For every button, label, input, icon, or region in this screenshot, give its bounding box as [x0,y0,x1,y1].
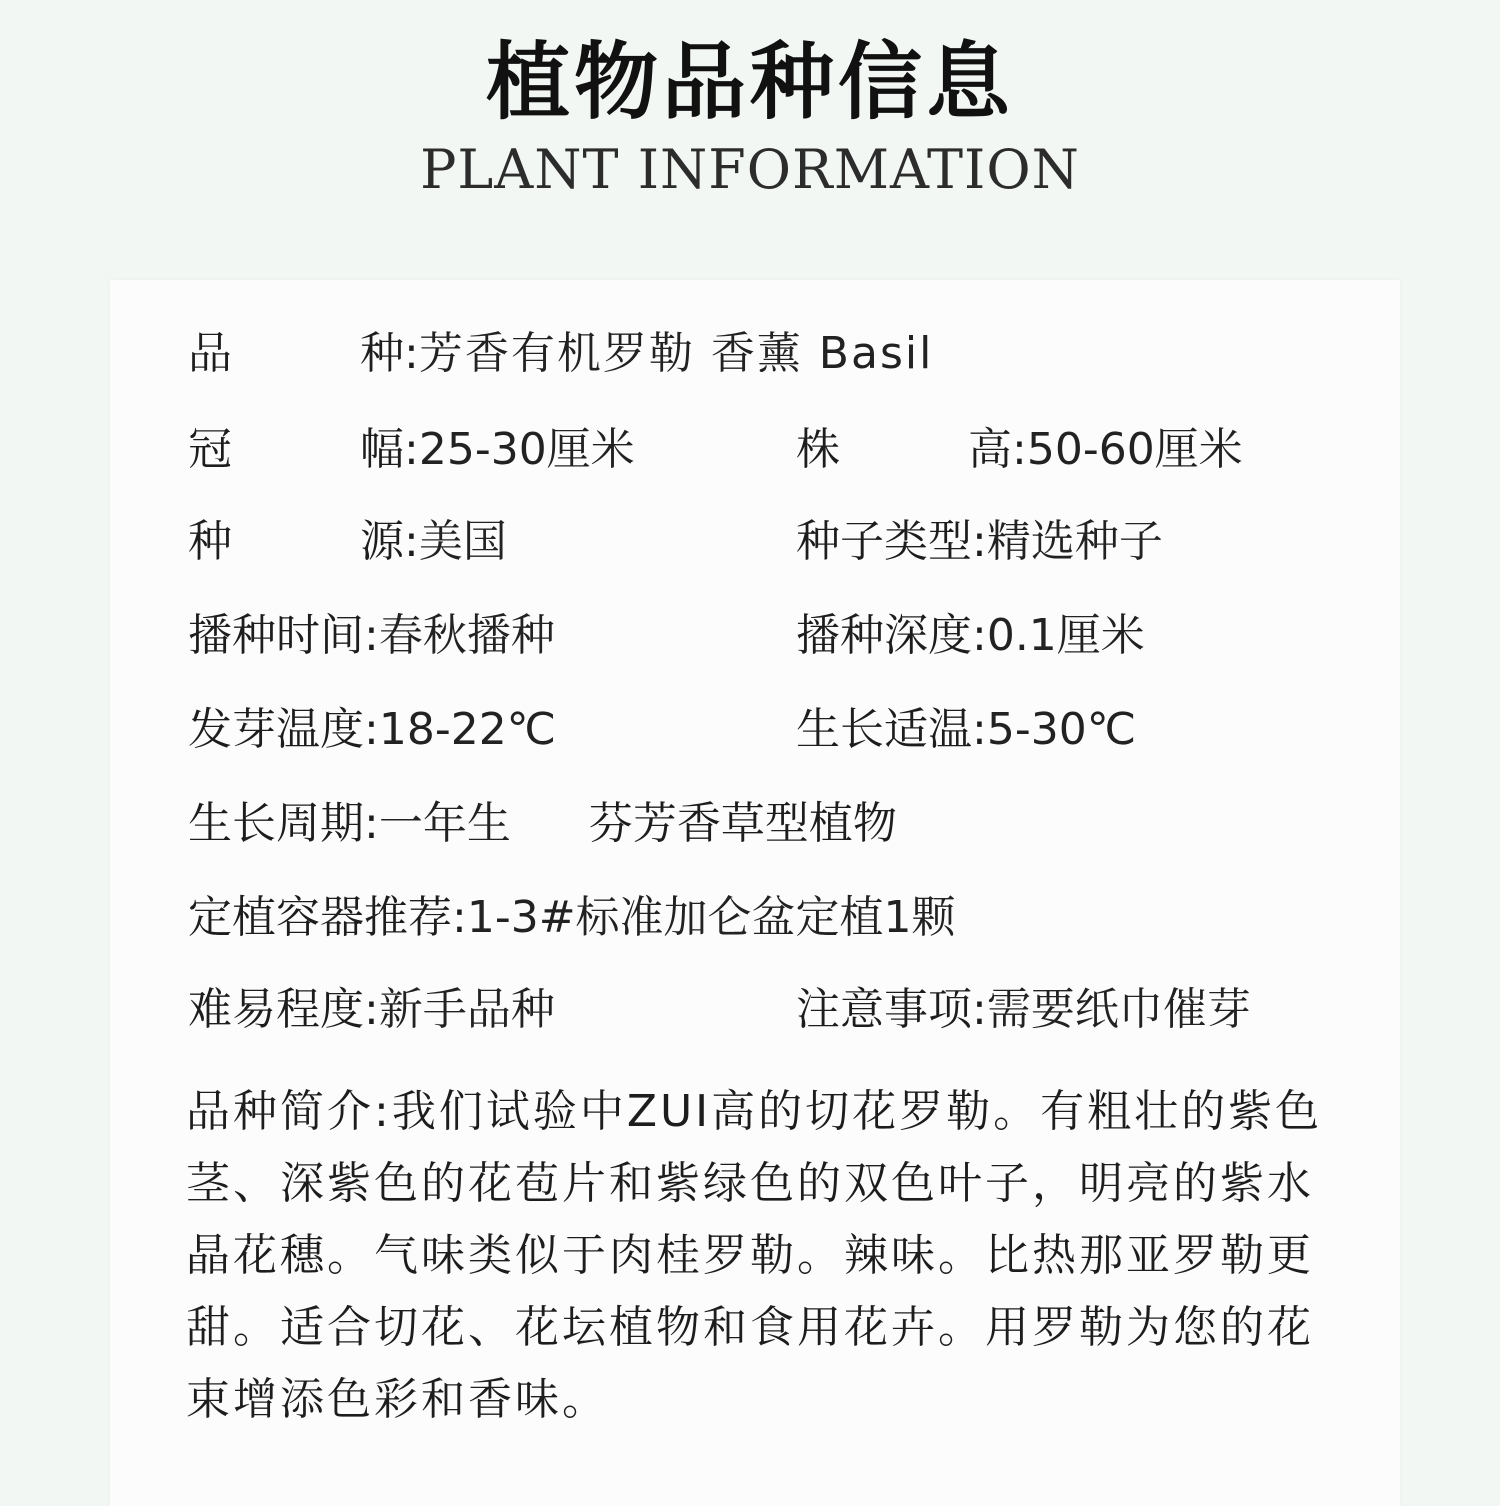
field-label: 种子类型 [796,516,972,567]
field-colon: : [364,984,379,1035]
page-title: 植物品种信息 [485,33,1014,131]
field-value: 1-3#标准加仑盆定植1颗 [466,892,956,943]
field-label: 生长周期 [188,798,364,849]
field-colon: : [972,516,987,567]
field-height [796,420,1243,480]
header [0,0,1500,270]
field-value: 0.1厘米 [986,610,1145,661]
field-label: 难易程度 [188,984,364,1035]
field-container [188,888,956,948]
label-char: 品 [188,328,232,379]
field-value: 芳香有机罗勒 香薰 Basil [418,328,934,379]
field-value: 50-60厘米 [1026,424,1243,475]
field-sowing-depth [796,606,1145,666]
field-value: 新手品种 [378,984,555,1035]
field-colon: : [404,328,419,379]
field-colon: : [404,516,419,567]
field-label: 播种深度 [796,610,972,661]
field-sowing-time [188,606,555,666]
field-label: 定植容器推荐 [188,892,452,943]
field-growth-cycle [188,794,897,854]
variety-intro [186,1076,1346,1436]
field-value: 25-30厘米 [418,424,635,475]
label-char: 幅 [360,424,404,475]
label-char: 冠 [188,424,232,475]
field-extra: 芬芳香草型植物 [588,798,897,849]
field-colon: : [972,610,987,661]
field-crown [188,420,635,480]
field-germination-temp [188,700,556,760]
field-variety [188,324,933,384]
field-value: 春秋播种 [378,610,555,661]
field-difficulty [188,980,555,1040]
label-char: 种 [188,516,232,567]
field-colon: : [364,798,379,849]
field-value: 精选种子 [986,516,1163,567]
page-subtitle: PLANT INFORMATION [420,138,1080,201]
field-colon: : [1012,424,1027,475]
field-colon: : [364,704,379,755]
field-value: 5-30℃ [986,704,1137,755]
field-value: 18-22℃ [378,704,557,755]
field-colon: : [452,892,467,943]
intro-colon: : [374,1086,392,1137]
field-label: 注意事项 [796,984,972,1035]
field-value: 需要纸巾催芽 [986,984,1251,1035]
field-colon: : [972,984,987,1035]
field-colon: : [404,424,419,475]
label-char: 源 [360,516,404,567]
field-label [188,324,404,384]
field-label [188,512,404,572]
field-origin [188,512,507,572]
field-label: 播种时间 [188,610,364,661]
intro-text: 我们试验中ZUI高的切花罗勒。有粗壮的紫色茎、深紫色的花苞片和紫绿色的双色叶子，明亮的紫水晶花穗。气味类似于肉桂罗勒。辣味。比热那亚罗勒更甜。适合切花、花坛植物和食用花卉。用罗勒为您的花束增添色彩和香味。 [186,1086,1323,1425]
field-value: 美国 [418,516,507,567]
field-colon: : [972,704,987,755]
field-label [796,420,1012,480]
field-colon: : [364,610,379,661]
field-value: 一年生 [378,798,511,849]
intro-label: 品种简介 [186,1086,374,1137]
label-char: 株 [796,424,840,475]
label-char: 种 [360,328,404,379]
label-char: 高 [968,424,1012,475]
field-growth-temp [796,700,1136,760]
field-notes [796,980,1251,1040]
field-label: 发芽温度 [188,704,364,755]
field-label [188,420,404,480]
field-seed-type [796,512,1163,572]
field-label: 生长适温 [796,704,972,755]
